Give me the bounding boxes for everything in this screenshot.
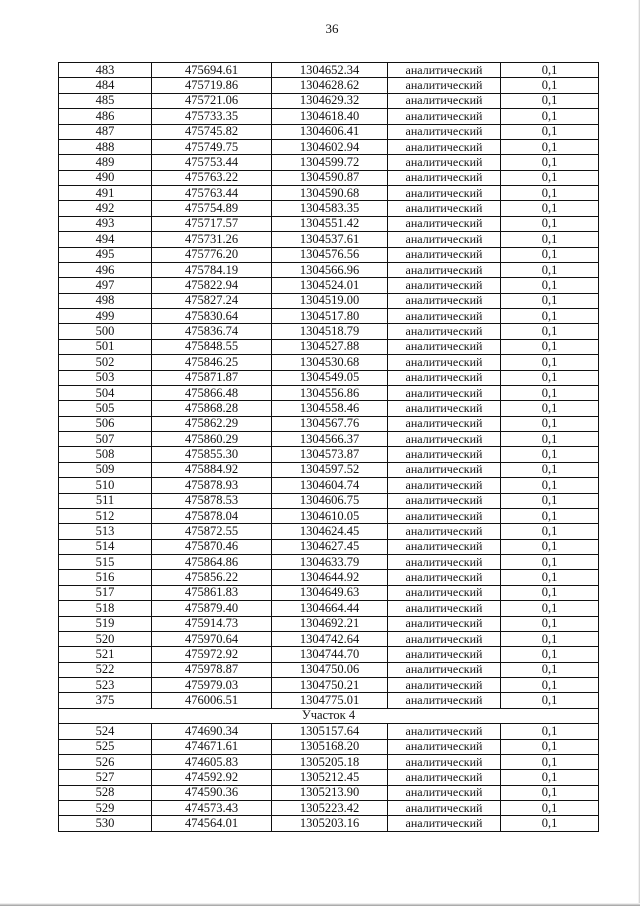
- point-number-cell: 510: [59, 478, 152, 493]
- y-coordinate-cell: 1305168.20: [272, 739, 388, 754]
- accuracy-cell: 0,1: [501, 309, 599, 324]
- point-number-cell: 490: [59, 170, 152, 185]
- table-row: [59, 293, 599, 308]
- point-number-cell: 494: [59, 232, 152, 247]
- table-row: [59, 539, 599, 554]
- method-cell: аналитический: [388, 186, 501, 201]
- point-number-cell: 516: [59, 570, 152, 585]
- method-cell: аналитический: [388, 693, 501, 708]
- y-coordinate-cell: 1304744.70: [272, 647, 388, 662]
- accuracy-cell: 0,1: [501, 416, 599, 431]
- x-coordinate-cell: 475830.64: [152, 309, 272, 324]
- accuracy-cell: 0,1: [501, 785, 599, 800]
- y-coordinate-cell: 1304518.79: [272, 324, 388, 339]
- point-number-cell: 508: [59, 447, 152, 462]
- point-number-cell: 514: [59, 539, 152, 554]
- accuracy-cell: 0,1: [501, 232, 599, 247]
- accuracy-cell: 0,1: [501, 124, 599, 139]
- x-coordinate-cell: 474605.83: [152, 754, 272, 769]
- accuracy-cell: 0,1: [501, 78, 599, 93]
- table-row: [59, 631, 599, 646]
- accuracy-cell: 0,1: [501, 693, 599, 708]
- table-row: [59, 309, 599, 324]
- y-coordinate-cell: 1304606.41: [272, 124, 388, 139]
- table-row: [59, 262, 599, 277]
- method-cell: аналитический: [388, 401, 501, 416]
- method-cell: аналитический: [388, 339, 501, 354]
- table-row: [59, 247, 599, 262]
- table-row: [59, 801, 599, 816]
- point-number-cell: 515: [59, 555, 152, 570]
- method-cell: аналитический: [388, 508, 501, 523]
- x-coordinate-cell: 475864.86: [152, 555, 272, 570]
- x-coordinate-cell: 475733.35: [152, 109, 272, 124]
- accuracy-cell: 0,1: [501, 678, 599, 693]
- method-cell: аналитический: [388, 754, 501, 769]
- table-row: [59, 724, 599, 739]
- method-cell: аналитический: [388, 262, 501, 277]
- accuracy-cell: 0,1: [501, 355, 599, 370]
- method-cell: аналитический: [388, 585, 501, 600]
- accuracy-cell: 0,1: [501, 647, 599, 662]
- method-cell: аналитический: [388, 124, 501, 139]
- method-cell: аналитический: [388, 785, 501, 800]
- point-number-cell: 511: [59, 493, 152, 508]
- table-row: [59, 278, 599, 293]
- y-coordinate-cell: 1304624.45: [272, 524, 388, 539]
- table-row: [59, 754, 599, 769]
- point-number-cell: 519: [59, 616, 152, 631]
- method-cell: аналитический: [388, 370, 501, 385]
- method-cell: аналитический: [388, 555, 501, 570]
- accuracy-cell: 0,1: [501, 324, 599, 339]
- method-cell: аналитический: [388, 816, 501, 831]
- table-body: [59, 63, 599, 832]
- y-coordinate-cell: 1304590.87: [272, 170, 388, 185]
- point-number-cell: 524: [59, 724, 152, 739]
- table-row: [59, 124, 599, 139]
- accuracy-cell: 0,1: [501, 109, 599, 124]
- table-row: [59, 216, 599, 231]
- y-coordinate-cell: 1304524.01: [272, 278, 388, 293]
- point-number-cell: 509: [59, 462, 152, 477]
- accuracy-cell: 0,1: [501, 770, 599, 785]
- method-cell: аналитический: [388, 631, 501, 646]
- x-coordinate-cell: 475848.55: [152, 339, 272, 354]
- x-coordinate-cell: 474671.61: [152, 739, 272, 754]
- x-coordinate-cell: 475979.03: [152, 678, 272, 693]
- x-coordinate-cell: 475861.83: [152, 585, 272, 600]
- table-row: [59, 739, 599, 754]
- point-number-cell: 486: [59, 109, 152, 124]
- method-cell: аналитический: [388, 539, 501, 554]
- x-coordinate-cell: 475878.93: [152, 478, 272, 493]
- y-coordinate-cell: 1304652.34: [272, 63, 388, 78]
- accuracy-cell: 0,1: [501, 739, 599, 754]
- y-coordinate-cell: 1305157.64: [272, 724, 388, 739]
- accuracy-cell: 0,1: [501, 385, 599, 400]
- x-coordinate-cell: 475970.64: [152, 631, 272, 646]
- x-coordinate-cell: 475860.29: [152, 432, 272, 447]
- accuracy-cell: 0,1: [501, 278, 599, 293]
- method-cell: аналитический: [388, 78, 501, 93]
- point-number-cell: 512: [59, 508, 152, 523]
- accuracy-cell: 0,1: [501, 754, 599, 769]
- method-cell: аналитический: [388, 601, 501, 616]
- x-coordinate-cell: 475862.29: [152, 416, 272, 431]
- y-coordinate-cell: 1304644.92: [272, 570, 388, 585]
- y-coordinate-cell: 1304519.00: [272, 293, 388, 308]
- point-number-cell: 529: [59, 801, 152, 816]
- point-number-cell: 493: [59, 216, 152, 231]
- y-coordinate-cell: 1304576.56: [272, 247, 388, 262]
- y-coordinate-cell: 1304604.74: [272, 478, 388, 493]
- accuracy-cell: 0,1: [501, 662, 599, 677]
- table-row: [59, 493, 599, 508]
- section-label: Участок 4: [59, 708, 599, 723]
- x-coordinate-cell: 475749.75: [152, 139, 272, 154]
- y-coordinate-cell: 1304590.68: [272, 186, 388, 201]
- accuracy-cell: 0,1: [501, 170, 599, 185]
- method-cell: аналитический: [388, 616, 501, 631]
- y-coordinate-cell: 1304566.37: [272, 432, 388, 447]
- x-coordinate-cell: 475878.53: [152, 493, 272, 508]
- x-coordinate-cell: 475694.61: [152, 63, 272, 78]
- point-number-cell: 520: [59, 631, 152, 646]
- point-number-cell: 505: [59, 401, 152, 416]
- method-cell: аналитический: [388, 416, 501, 431]
- accuracy-cell: 0,1: [501, 601, 599, 616]
- accuracy-cell: 0,1: [501, 493, 599, 508]
- table-row: [59, 647, 599, 662]
- y-coordinate-cell: 1305205.18: [272, 754, 388, 769]
- method-cell: аналитический: [388, 447, 501, 462]
- table-row: [59, 355, 599, 370]
- table-row: [59, 93, 599, 108]
- accuracy-cell: 0,1: [501, 432, 599, 447]
- point-number-cell: 513: [59, 524, 152, 539]
- accuracy-cell: 0,1: [501, 186, 599, 201]
- method-cell: аналитический: [388, 724, 501, 739]
- x-coordinate-cell: 475763.44: [152, 186, 272, 201]
- accuracy-cell: 0,1: [501, 247, 599, 262]
- point-number-cell: 488: [59, 139, 152, 154]
- x-coordinate-cell: 475870.46: [152, 539, 272, 554]
- y-coordinate-cell: 1304750.21: [272, 678, 388, 693]
- accuracy-cell: 0,1: [501, 539, 599, 554]
- x-coordinate-cell: 475745.82: [152, 124, 272, 139]
- accuracy-cell: 0,1: [501, 462, 599, 477]
- table-row: [59, 555, 599, 570]
- x-coordinate-cell: 475914.73: [152, 616, 272, 631]
- point-number-cell: 518: [59, 601, 152, 616]
- x-coordinate-cell: 476006.51: [152, 693, 272, 708]
- point-number-cell: 517: [59, 585, 152, 600]
- y-coordinate-cell: 1304558.46: [272, 401, 388, 416]
- x-coordinate-cell: 475754.89: [152, 201, 272, 216]
- point-number-cell: 507: [59, 432, 152, 447]
- accuracy-cell: 0,1: [501, 616, 599, 631]
- method-cell: аналитический: [388, 293, 501, 308]
- accuracy-cell: 0,1: [501, 570, 599, 585]
- x-coordinate-cell: 475866.48: [152, 385, 272, 400]
- point-number-cell: 506: [59, 416, 152, 431]
- accuracy-cell: 0,1: [501, 339, 599, 354]
- table-row: [59, 662, 599, 677]
- point-number-cell: 500: [59, 324, 152, 339]
- method-cell: аналитический: [388, 678, 501, 693]
- accuracy-cell: 0,1: [501, 478, 599, 493]
- table-row: [59, 324, 599, 339]
- table-row: [59, 770, 599, 785]
- y-coordinate-cell: 1304527.88: [272, 339, 388, 354]
- accuracy-cell: 0,1: [501, 585, 599, 600]
- y-coordinate-cell: 1304567.76: [272, 416, 388, 431]
- point-number-cell: 375: [59, 693, 152, 708]
- y-coordinate-cell: 1304627.45: [272, 539, 388, 554]
- y-coordinate-cell: 1304556.86: [272, 385, 388, 400]
- accuracy-cell: 0,1: [501, 293, 599, 308]
- table-row: [59, 462, 599, 477]
- point-number-cell: 525: [59, 739, 152, 754]
- y-coordinate-cell: 1304750.06: [272, 662, 388, 677]
- y-coordinate-cell: 1304602.94: [272, 139, 388, 154]
- table-row: [59, 385, 599, 400]
- point-number-cell: 485: [59, 93, 152, 108]
- table-row: [59, 447, 599, 462]
- x-coordinate-cell: 475763.22: [152, 170, 272, 185]
- point-number-cell: 526: [59, 754, 152, 769]
- y-coordinate-cell: 1304649.63: [272, 585, 388, 600]
- x-coordinate-cell: 475868.28: [152, 401, 272, 416]
- table-row: [59, 170, 599, 185]
- method-cell: аналитический: [388, 109, 501, 124]
- table-row: [59, 339, 599, 354]
- point-number-cell: 527: [59, 770, 152, 785]
- point-number-cell: 530: [59, 816, 152, 831]
- y-coordinate-cell: 1304583.35: [272, 201, 388, 216]
- y-coordinate-cell: 1304692.21: [272, 616, 388, 631]
- method-cell: аналитический: [388, 247, 501, 262]
- x-coordinate-cell: 475731.26: [152, 232, 272, 247]
- method-cell: аналитический: [388, 478, 501, 493]
- method-cell: аналитический: [388, 462, 501, 477]
- point-number-cell: 498: [59, 293, 152, 308]
- x-coordinate-cell: 475878.04: [152, 508, 272, 523]
- point-number-cell: 504: [59, 385, 152, 400]
- method-cell: аналитический: [388, 139, 501, 154]
- accuracy-cell: 0,1: [501, 201, 599, 216]
- y-coordinate-cell: 1304664.44: [272, 601, 388, 616]
- method-cell: аналитический: [388, 524, 501, 539]
- method-cell: аналитический: [388, 155, 501, 170]
- method-cell: аналитический: [388, 385, 501, 400]
- accuracy-cell: 0,1: [501, 401, 599, 416]
- table-row: [59, 601, 599, 616]
- method-cell: аналитический: [388, 201, 501, 216]
- y-coordinate-cell: 1304566.96: [272, 262, 388, 277]
- y-coordinate-cell: 1304597.52: [272, 462, 388, 477]
- y-coordinate-cell: 1305223.42: [272, 801, 388, 816]
- y-coordinate-cell: 1304633.79: [272, 555, 388, 570]
- accuracy-cell: 0,1: [501, 508, 599, 523]
- method-cell: аналитический: [388, 232, 501, 247]
- method-cell: аналитический: [388, 770, 501, 785]
- accuracy-cell: 0,1: [501, 524, 599, 539]
- x-coordinate-cell: 475822.94: [152, 278, 272, 293]
- y-coordinate-cell: 1305203.16: [272, 816, 388, 831]
- point-number-cell: 521: [59, 647, 152, 662]
- table-row: [59, 186, 599, 201]
- y-coordinate-cell: 1305212.45: [272, 770, 388, 785]
- table-row: [59, 139, 599, 154]
- method-cell: аналитический: [388, 355, 501, 370]
- point-number-cell: 492: [59, 201, 152, 216]
- x-coordinate-cell: 475784.19: [152, 262, 272, 277]
- accuracy-cell: 0,1: [501, 93, 599, 108]
- x-coordinate-cell: 475719.86: [152, 78, 272, 93]
- x-coordinate-cell: 475872.55: [152, 524, 272, 539]
- table-row: [59, 201, 599, 216]
- y-coordinate-cell: 1304530.68: [272, 355, 388, 370]
- table-row: [59, 401, 599, 416]
- table-row: [59, 816, 599, 831]
- x-coordinate-cell: 475836.74: [152, 324, 272, 339]
- point-number-cell: 496: [59, 262, 152, 277]
- table-row: [59, 508, 599, 523]
- x-coordinate-cell: 474573.43: [152, 801, 272, 816]
- method-cell: аналитический: [388, 493, 501, 508]
- x-coordinate-cell: 475846.25: [152, 355, 272, 370]
- x-coordinate-cell: 474590.36: [152, 785, 272, 800]
- accuracy-cell: 0,1: [501, 816, 599, 831]
- y-coordinate-cell: 1304629.32: [272, 93, 388, 108]
- y-coordinate-cell: 1304549.05: [272, 370, 388, 385]
- accuracy-cell: 0,1: [501, 63, 599, 78]
- accuracy-cell: 0,1: [501, 155, 599, 170]
- point-number-cell: 522: [59, 662, 152, 677]
- table-row: [59, 432, 599, 447]
- page-number: 36: [325, 21, 339, 36]
- y-coordinate-cell: 1304742.64: [272, 631, 388, 646]
- accuracy-cell: 0,1: [501, 724, 599, 739]
- table-row: [59, 785, 599, 800]
- accuracy-cell: 0,1: [501, 447, 599, 462]
- point-number-cell: 489: [59, 155, 152, 170]
- x-coordinate-cell: 475721.06: [152, 93, 272, 108]
- method-cell: аналитический: [388, 93, 501, 108]
- point-number-cell: 497: [59, 278, 152, 293]
- method-cell: аналитический: [388, 647, 501, 662]
- table-row: [59, 524, 599, 539]
- accuracy-cell: 0,1: [501, 555, 599, 570]
- y-coordinate-cell: 1304517.80: [272, 309, 388, 324]
- table-row: [59, 416, 599, 431]
- x-coordinate-cell: 475717.57: [152, 216, 272, 231]
- coordinates-table: [58, 62, 599, 832]
- table-row: [59, 78, 599, 93]
- method-cell: аналитический: [388, 570, 501, 585]
- method-cell: аналитический: [388, 278, 501, 293]
- method-cell: аналитический: [388, 739, 501, 754]
- method-cell: аналитический: [388, 662, 501, 677]
- table-row: [59, 616, 599, 631]
- table-row: [59, 232, 599, 247]
- table-row: [59, 109, 599, 124]
- method-cell: аналитический: [388, 801, 501, 816]
- point-number-cell: 501: [59, 339, 152, 354]
- accuracy-cell: 0,1: [501, 631, 599, 646]
- point-number-cell: 499: [59, 309, 152, 324]
- point-number-cell: 528: [59, 785, 152, 800]
- method-cell: аналитический: [388, 63, 501, 78]
- accuracy-cell: 0,1: [501, 262, 599, 277]
- x-coordinate-cell: 475753.44: [152, 155, 272, 170]
- table-row: [59, 693, 599, 708]
- y-coordinate-cell: 1304610.05: [272, 508, 388, 523]
- x-coordinate-cell: 475879.40: [152, 601, 272, 616]
- table-row: [59, 478, 599, 493]
- y-coordinate-cell: 1304573.87: [272, 447, 388, 462]
- point-number-cell: 503: [59, 370, 152, 385]
- x-coordinate-cell: 474564.01: [152, 816, 272, 831]
- x-coordinate-cell: 475978.87: [152, 662, 272, 677]
- point-number-cell: 523: [59, 678, 152, 693]
- x-coordinate-cell: 475827.24: [152, 293, 272, 308]
- y-coordinate-cell: 1304618.40: [272, 109, 388, 124]
- point-number-cell: 487: [59, 124, 152, 139]
- method-cell: аналитический: [388, 216, 501, 231]
- point-number-cell: 483: [59, 63, 152, 78]
- method-cell: аналитический: [388, 324, 501, 339]
- accuracy-cell: 0,1: [501, 139, 599, 154]
- point-number-cell: 495: [59, 247, 152, 262]
- accuracy-cell: 0,1: [501, 801, 599, 816]
- point-number-cell: 502: [59, 355, 152, 370]
- y-coordinate-cell: 1304606.75: [272, 493, 388, 508]
- x-coordinate-cell: 475884.92: [152, 462, 272, 477]
- y-coordinate-cell: 1304628.62: [272, 78, 388, 93]
- accuracy-cell: 0,1: [501, 370, 599, 385]
- accuracy-cell: 0,1: [501, 216, 599, 231]
- y-coordinate-cell: 1304775.01: [272, 693, 388, 708]
- y-coordinate-cell: 1304551.42: [272, 216, 388, 231]
- table-row: [59, 678, 599, 693]
- x-coordinate-cell: 475871.87: [152, 370, 272, 385]
- point-number-cell: 484: [59, 78, 152, 93]
- x-coordinate-cell: 475972.92: [152, 647, 272, 662]
- x-coordinate-cell: 474592.92: [152, 770, 272, 785]
- point-number-cell: 491: [59, 186, 152, 201]
- method-cell: аналитический: [388, 170, 501, 185]
- table-row: [59, 585, 599, 600]
- x-coordinate-cell: 475776.20: [152, 247, 272, 262]
- y-coordinate-cell: 1305213.90: [272, 785, 388, 800]
- method-cell: аналитический: [388, 309, 501, 324]
- x-coordinate-cell: 475855.30: [152, 447, 272, 462]
- table-row: [59, 63, 599, 78]
- table-row: [59, 370, 599, 385]
- y-coordinate-cell: 1304537.61: [272, 232, 388, 247]
- section-row: [59, 708, 599, 723]
- table-row: [59, 570, 599, 585]
- method-cell: аналитический: [388, 432, 501, 447]
- y-coordinate-cell: 1304599.72: [272, 155, 388, 170]
- x-coordinate-cell: 475856.22: [152, 570, 272, 585]
- x-coordinate-cell: 474690.34: [152, 724, 272, 739]
- table-row: [59, 155, 599, 170]
